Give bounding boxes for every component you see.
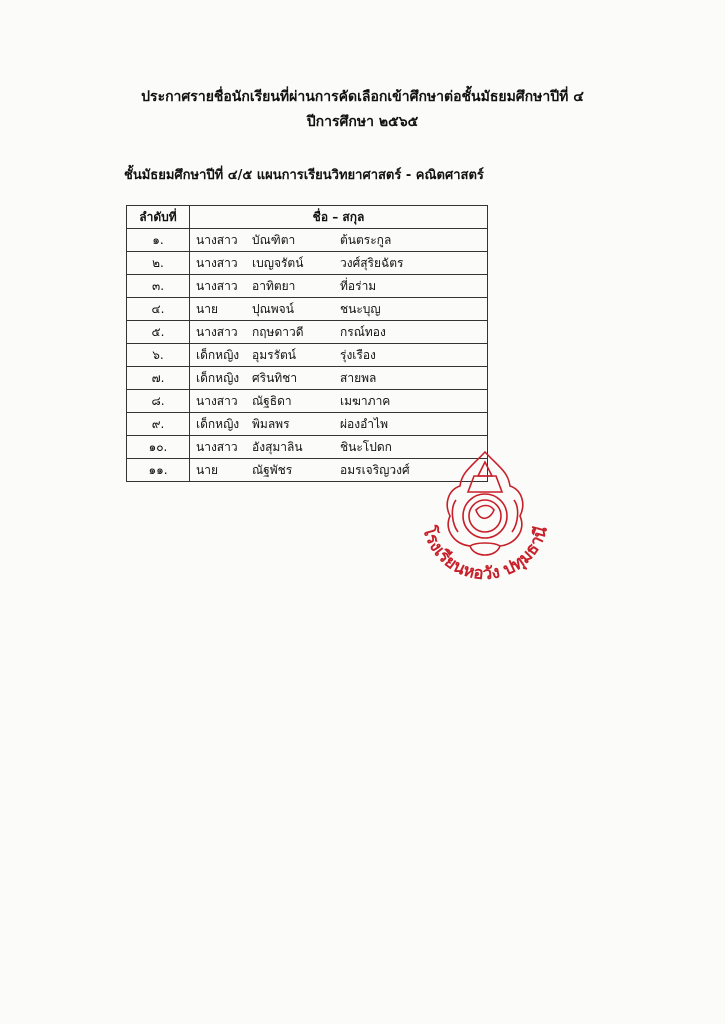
table-row (127, 344, 488, 367)
last-name: อมรเจริญวงศ์ (340, 463, 410, 477)
student-name (190, 413, 488, 436)
row-number: ๑. (127, 229, 190, 252)
student-table (126, 205, 488, 482)
row-number: ๒. (127, 252, 190, 275)
student-name (190, 367, 488, 390)
row-number: ๑๑. (127, 459, 190, 482)
row-number: ๖. (127, 344, 190, 367)
name-prefix: นางสาว (196, 325, 238, 339)
first-name: กฤษดาวดี (252, 325, 304, 339)
last-name: รุ่งเรือง (340, 348, 376, 362)
table-row (127, 275, 488, 298)
name-prefix: เด็กหญิง (196, 348, 240, 362)
seal-text: โรงเรียนหอวัง ปทุมธานี (418, 523, 552, 585)
row-number: ๗. (127, 367, 190, 390)
row-number: ๓. (127, 275, 190, 298)
student-name (190, 229, 488, 252)
first-name: ณัฐพัชร (252, 463, 293, 477)
first-name: เบญจรัตน์ (252, 256, 304, 270)
table-row (127, 298, 488, 321)
student-name (190, 390, 488, 413)
document-title: ประกาศรายชื่อนักเรียนที่ผ่านการคัดเลือกเข้าศึกษาต่อชั้นมัธยมศึกษาปีที่ ๔ (141, 89, 584, 105)
name-prefix: นางสาว (196, 256, 238, 270)
student-name (190, 298, 488, 321)
name-prefix: นางสาว (196, 440, 238, 454)
name-prefix: นางสาว (196, 394, 238, 408)
last-name: ที่อร่าม (340, 279, 377, 293)
name-prefix: นาย (196, 463, 218, 477)
last-name: กรณ์ทอง (340, 325, 386, 339)
school-seal (410, 446, 560, 596)
academic-year: ปีการศึกษา ๒๕๖๕ (306, 114, 419, 130)
first-name: ศรินทิชา (252, 371, 298, 385)
row-number: ๔. (127, 298, 190, 321)
table-row (127, 413, 488, 436)
first-name: อาทิตยา (252, 279, 296, 293)
last-name: วงศ์สุริยฉัตร (340, 256, 404, 270)
last-name: ผ่องอำไพ (340, 417, 388, 431)
name-prefix: นางสาว (196, 233, 238, 247)
student-name (190, 275, 488, 298)
row-number: ๕. (127, 321, 190, 344)
first-name: พิมลพร (252, 417, 290, 431)
name-prefix: นาย (196, 302, 218, 316)
student-name (190, 344, 488, 367)
last-name: ชนะบุญ (340, 302, 381, 316)
table-header-row (127, 206, 488, 229)
table-row (127, 321, 488, 344)
header-name: ชื่อ – สกุล (190, 206, 488, 229)
first-name: อุมรรัตน์ (252, 348, 297, 362)
first-name: ณัฐธิดา (252, 394, 292, 408)
first-name: บัณฑิตา (252, 233, 296, 247)
last-name: ชินะโปดก (340, 440, 392, 454)
student-name (190, 321, 488, 344)
last-name: สายพล (340, 371, 377, 385)
student-name (190, 252, 488, 275)
table-row (127, 367, 488, 390)
table-row (127, 229, 488, 252)
name-prefix: นางสาว (196, 279, 238, 293)
row-number: ๑๐. (127, 436, 190, 459)
table-row (127, 252, 488, 275)
last-name: เมฆาภาค (340, 394, 391, 408)
class-subtitle: ชั้นมัธยมศึกษาปีที่ ๔/๕ แผนการเรียนวิทยาศาสตร์ - คณิตศาสตร์ (124, 168, 484, 183)
first-name: อังสุมาลิน (252, 440, 303, 454)
row-number: ๙. (127, 413, 190, 436)
first-name: ปุณพจน์ (252, 302, 294, 316)
name-prefix: เด็กหญิง (196, 417, 240, 431)
last-name: ต้นตระกูล (340, 233, 392, 247)
name-prefix: เด็กหญิง (196, 371, 240, 385)
table-row (127, 390, 488, 413)
row-number: ๘. (127, 390, 190, 413)
header-no: ลำดับที่ (127, 206, 190, 229)
